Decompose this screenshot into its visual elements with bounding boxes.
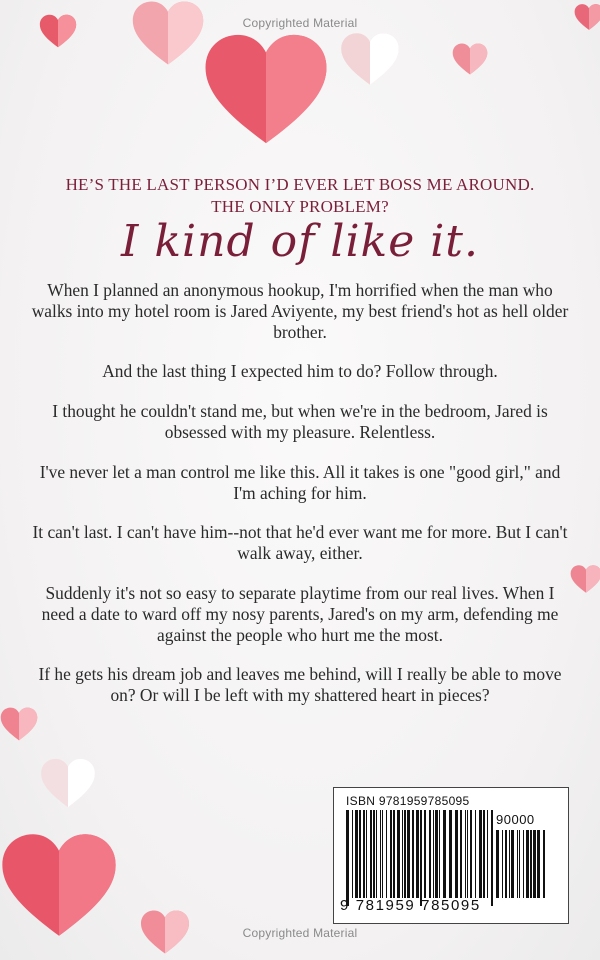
blurb-paragraph: It can't last. I can't have him--not that he'd ever want me for more. But I can't walk away, either. <box>32 522 568 564</box>
main-barcode-bars <box>346 810 496 906</box>
tagline-line-2: THE ONLY PROBLEM? <box>211 197 389 216</box>
book-blurb <box>30 280 570 725</box>
isbn-barcode <box>333 787 569 924</box>
price-code: 90000 <box>496 812 535 827</box>
blurb-paragraph: And the last thing I expected him to do? Follow through. <box>102 361 498 382</box>
blurb-paragraph: I thought he couldn't stand me, but when we're in the bedroom, Jared is obsessed with my pleasure. Relentless. <box>52 401 548 442</box>
blurb-paragraph: Suddenly it's not so easy to separate playtime from our real lives. When I need a date to ward off my nosy parents, Jared's on my arm, defending me against the people who hurt me the most. <box>41 582 559 645</box>
heart-icon <box>40 755 96 811</box>
heart-icon <box>452 42 488 76</box>
tagline-line-1: HE’S THE LAST PERSON I’D EVER LET BOSS ME AROUND. <box>65 175 535 194</box>
blurb-paragraph: If he gets his dream job and leaves me behind, will I really be able to move on? Or will I be left with my shattered heart in pieces? <box>38 664 562 706</box>
addon-barcode-bars <box>496 830 550 906</box>
blurb-paragraph: When I planned an anonymous hookup, I'm horrified when the man who walks into my hotel room is Jared Aviyente, my best friend's hot as hell older brother. <box>31 280 569 342</box>
script-headline: I kind of like it. <box>121 216 479 267</box>
heart-icon <box>128 0 208 66</box>
barcode-digits: 9 781959 785095 <box>340 897 481 914</box>
heart-icon <box>203 30 329 148</box>
heart-icon <box>340 32 400 86</box>
copyright-watermark: Copyrighted Material <box>242 16 358 30</box>
blurb-paragraph: I've never let a man control me like this. All it takes is one "good girl," and I'm aching for him. <box>39 461 561 503</box>
isbn-label: ISBN 9781959785095 <box>346 794 470 808</box>
heart-icon <box>570 562 600 596</box>
copyright-watermark: Copyrighted Material <box>242 926 358 940</box>
